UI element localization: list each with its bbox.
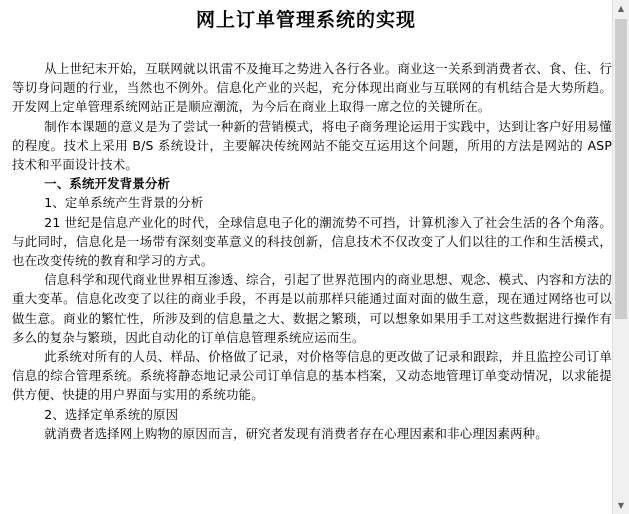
vertical-scrollbar[interactable] <box>612 0 629 514</box>
paragraph-purpose: 制作本课题的意义是为了尝试一种新的营销模式，将电子商务理论运用于实践中，达到让客户好用易懂的程度。技术上采用 B/S 系统设计，主要解决传统网站不能交互运用这个问题，所用的方法是网站的 ASP 技术和平面设计技术。 <box>12 118 612 173</box>
paragraph-consumer-reasons: 就消费者选择网上购物的原因而言，研究者发现有消费者存在心理因素和非心理因素两种。 <box>44 425 548 441</box>
section-heading-background: 一、系统开发背景分析 <box>44 176 171 192</box>
document-title: 网上订单管理系统的实现 <box>195 9 416 31</box>
paragraph-information-science: 信息科学和现代商业世界相互渗透、综合，引起了世界范围内的商业思想、观念、模式、内容和方法的重大变革。信息化改变了以往的商业手段，不再是以前那样只能通过面对面的做生意，现在通过网络也可以做生意。商业的繁忙性，所涉及到的信息量之大、数据之繁琐，可以想象如果用手工对这些数据进行操作有多么的复杂与繁琐，因此自动化的订单信息管理系统应运而生。 <box>12 272 612 345</box>
scroll-up-icon[interactable]: ▲ <box>613 0 629 17</box>
subsection-heading-choose-reason: 2、选择定单系统的原因 <box>44 406 179 422</box>
paragraph-system-records: 此系统对所有的人员、样品、价格做了记录，对价格等信息的更改做了记录和跟踪，并且监控公司订单信息的综合管理系统。系统将静态地记录公司订单信息的基本档案，又动态地管理订单变动情况，以求能提供方便、快捷的用户界面与实用的系统功能。 <box>12 349 612 403</box>
scroll-thumb[interactable] <box>615 19 627 319</box>
paragraph-21st-century: 21 世纪是信息产业化的时代，全球信息电子化的潮流势不可挡，计算机渗入了社会生活的各个角落。与此同时，信息化是一场带有深刻变革意义的科技创新，信息技术不仅改变了人们以往的工作和生活模式，也在改变传统的教育和学习的方式。 <box>12 214 612 269</box>
paragraph-intro: 从上世纪末开始，互联网就以讯雷不及掩耳之势进入各行各业。商业这一关系到消费者衣、食、住、行等切身问题的行业，当然也不例外。信息化产业的兴起，充分体现出商业与互联网的有机结合是大势所趋。开发网上定单管理系统网站正是顺应潮流，为今后在商业上取得一席之位的关键所在。 <box>12 61 612 115</box>
document-body <box>12 59 612 443</box>
subsection-heading-order-background: 1、定单系统产生背景的分析 <box>44 195 204 211</box>
scroll-down-icon[interactable]: ▼ <box>613 497 629 514</box>
